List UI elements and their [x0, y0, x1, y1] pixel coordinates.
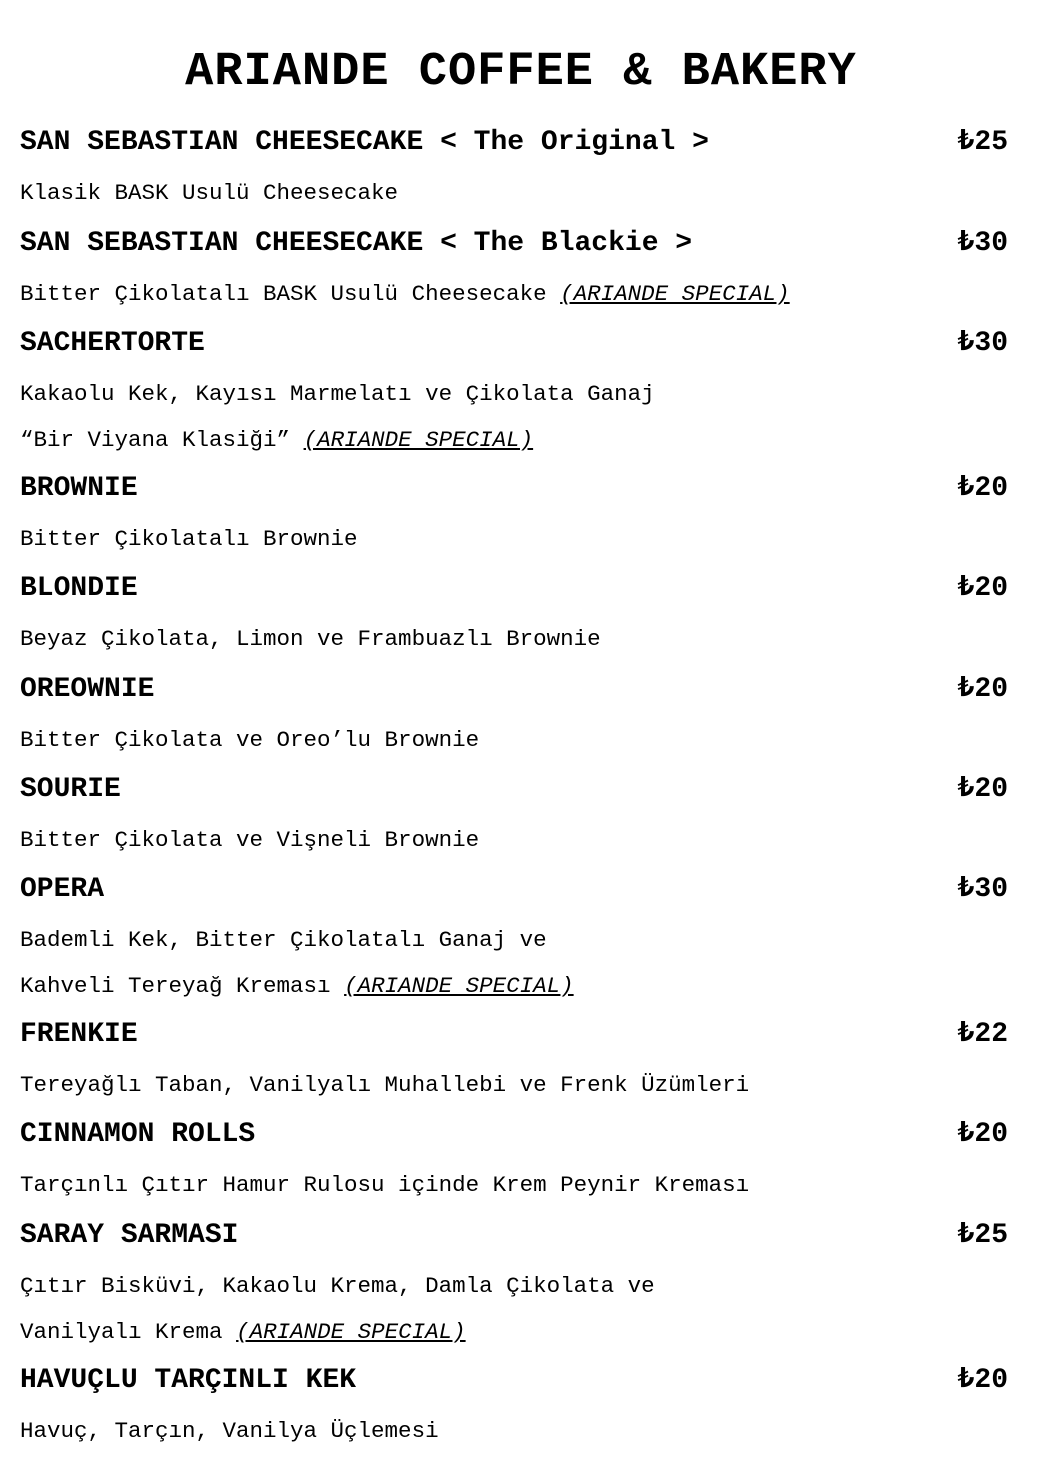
item-price: ₺20	[957, 573, 1008, 604]
item-name: SACHERTORTE	[20, 328, 205, 359]
item-name: SAN SEBASTIAN CHEESECAKE < The Original >	[20, 127, 709, 158]
description-text: Vanilyalı Krema	[20, 1319, 223, 1345]
description-text: Bitter Çikolatalı Brownie	[20, 526, 358, 552]
item-price: ₺25	[957, 127, 1008, 158]
item-description	[20, 379, 655, 409]
item-price: ₺30	[957, 228, 1008, 259]
special-tag: (ARIANDE SPECIAL)	[560, 281, 790, 307]
description-text: Bademli Kek, Bitter Çikolatalı Ganaj ve	[20, 927, 547, 953]
item-description	[20, 1317, 466, 1347]
item-price: ₺20	[957, 1365, 1008, 1396]
item-description	[20, 524, 358, 554]
item-name: HAVUÇLU TARÇINLI KEK	[20, 1365, 357, 1396]
special-tag: (ARIANDE SPECIAL)	[303, 427, 534, 453]
item-description	[20, 1416, 439, 1446]
item-description	[20, 971, 574, 1001]
item-name: OREOWNIE	[20, 674, 155, 705]
item-description	[20, 1271, 655, 1301]
item-description	[20, 1070, 749, 1100]
item-description	[20, 825, 479, 855]
item-price: ₺20	[957, 473, 1008, 504]
description-text: Havuç, Tarçın, Vanilya Üçlemesi	[20, 1418, 439, 1444]
item-price: ₺20	[957, 774, 1008, 805]
item-price: ₺20	[957, 1119, 1008, 1150]
description-text: Kakaolu Kek, Kayısı Marmelatı ve Çikolata Ganaj	[20, 381, 655, 407]
item-description	[20, 624, 601, 654]
item-description	[20, 725, 479, 755]
description-text: Tereyağlı Taban, Vanilyalı Muhallebi ve Frenk Üzümleri	[20, 1072, 750, 1098]
item-description	[20, 1170, 749, 1200]
item-name: SOURIE	[20, 774, 121, 805]
description-text: Kahveli Tereyağ Kreması	[20, 973, 331, 999]
item-name: OPERA	[20, 874, 105, 905]
item-price: ₺30	[957, 874, 1008, 905]
description-text: Tarçınlı Çıtır Hamur Rulosu içinde Krem Peynir Kreması	[20, 1172, 750, 1198]
description-text: Bitter Çikolata ve Oreo’lu Brownie	[20, 727, 480, 753]
item-price: ₺30	[957, 328, 1008, 359]
item-name: FRENKIE	[20, 1019, 138, 1050]
description-text: Beyaz Çikolata, Limon ve Frambuazlı Brownie	[20, 626, 601, 652]
special-tag: (ARIANDE SPECIAL)	[344, 973, 574, 999]
item-description	[20, 925, 547, 955]
description-text: Bitter Çikolata ve Vişneli Brownie	[20, 827, 480, 853]
item-description	[20, 178, 398, 208]
item-name: CINNAMON ROLLS	[20, 1119, 256, 1150]
item-price: ₺25	[957, 1220, 1008, 1251]
item-name: SAN SEBASTIAN CHEESECAKE < The Blackie >	[20, 228, 693, 259]
description-text: Klasik BASK Usulü Cheesecake	[20, 180, 399, 206]
special-tag: (ARIANDE SPECIAL)	[236, 1319, 466, 1345]
menu-title: ARIANDE COFFEE & BAKERY	[185, 46, 857, 99]
description-text: Bitter Çikolatalı BASK Usulü Cheesecake	[20, 281, 547, 307]
item-description	[20, 279, 790, 309]
item-price: ₺20	[957, 674, 1008, 705]
item-name: BROWNIE	[20, 473, 138, 504]
description-text: Çıtır Bisküvi, Kakaolu Krema, Damla Çikolata ve	[20, 1273, 655, 1299]
item-description	[20, 425, 533, 455]
item-name: BLONDIE	[20, 573, 138, 604]
item-name: SARAY SARMASI	[20, 1220, 239, 1251]
description-text: “Bir Viyana Klasiği”	[20, 427, 291, 453]
item-price: ₺22	[957, 1019, 1008, 1050]
